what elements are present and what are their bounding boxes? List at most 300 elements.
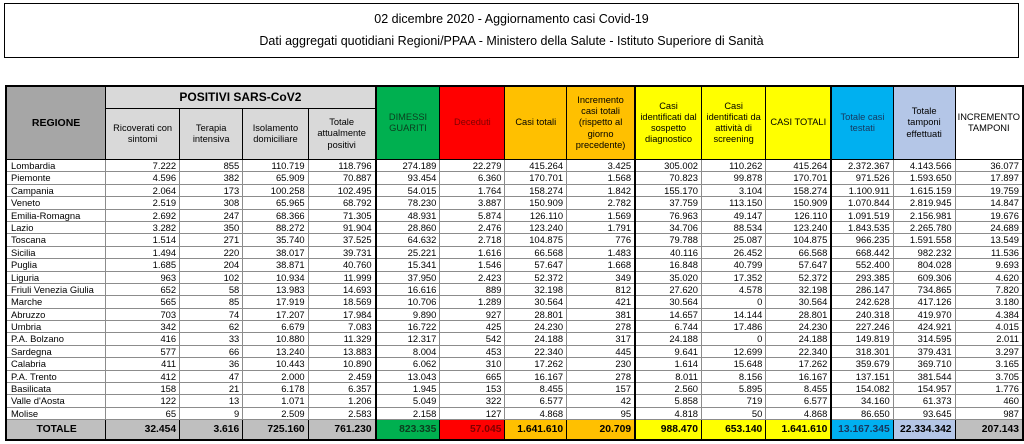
cell-screening: 4.578 <box>702 283 766 295</box>
cell-tamponi: 424.921 <box>893 321 955 333</box>
cell-testati: 149.819 <box>831 333 893 345</box>
cell-tot_positivi: 10.890 <box>308 358 375 370</box>
cell-casi_totali2: 32.198 <box>766 283 832 295</box>
table-row <box>6 209 1023 221</box>
col-header-dimessi: DIMESSI GUARITI <box>376 86 440 160</box>
cell-deceduti: 889 <box>440 283 505 295</box>
cell-screening: 110.262 <box>702 160 766 172</box>
cell-tamponi: 982.232 <box>893 246 955 258</box>
cell-deceduti: 1.616 <box>440 246 505 258</box>
total-cell-casi_totali: 1.641.610 <box>505 420 567 441</box>
cell-incremento: 776 <box>567 234 635 246</box>
cell-ricoverati: 2.064 <box>106 184 180 196</box>
cell-isolamento: 6.178 <box>243 383 308 395</box>
cell-sospetto: 76.963 <box>635 209 701 221</box>
report-title-box <box>4 3 1019 58</box>
cell-casi_totali: 170.701 <box>505 172 567 184</box>
cell-incr_tamponi: 4.015 <box>955 321 1023 333</box>
cell-deceduti: 5.874 <box>440 209 505 221</box>
cell-incremento: 2.782 <box>567 197 635 209</box>
cell-casi_totali2: 4.868 <box>766 407 832 419</box>
cell-isolamento: 17.207 <box>243 308 308 320</box>
cell-dimessi: 13.043 <box>376 370 440 382</box>
region-name: Piemonte <box>6 172 106 184</box>
cell-testati: 34.160 <box>831 395 893 407</box>
cell-deceduti: 1.289 <box>440 296 505 308</box>
col-header-terapia: Terapia intensiva <box>180 109 243 160</box>
table-row <box>6 333 1023 345</box>
cell-dimessi: 64.632 <box>376 234 440 246</box>
cell-sospetto: 155.170 <box>635 184 701 196</box>
cell-sospetto: 6.744 <box>635 321 701 333</box>
region-name: Emilia-Romagna <box>6 209 106 221</box>
cell-tot_positivi: 11.999 <box>308 271 375 283</box>
cell-tot_positivi: 1.206 <box>308 395 375 407</box>
cell-incr_tamponi: 460 <box>955 395 1023 407</box>
cell-ricoverati: 4.596 <box>106 172 180 184</box>
table-row <box>6 358 1023 370</box>
col-header-sospetto: Casi identificati dal sospetto diagnostico <box>635 86 701 160</box>
region-name: Sardegna <box>6 345 106 357</box>
cell-incremento: 1.668 <box>567 259 635 271</box>
cell-testati: 2.372.367 <box>831 160 893 172</box>
region-name: Marche <box>6 296 106 308</box>
table-row <box>6 407 1023 419</box>
cell-incremento: 1.791 <box>567 221 635 233</box>
cell-casi_totali: 8.455 <box>505 383 567 395</box>
cell-isolamento: 88.272 <box>243 221 308 233</box>
cell-ricoverati: 1.685 <box>106 259 180 271</box>
cell-dimessi: 93.454 <box>376 172 440 184</box>
col-header-regione: REGIONE <box>6 86 106 160</box>
cell-casi_totali: 123.240 <box>505 221 567 233</box>
report-subtitle: Dati aggregati quotidiani Regioni/PPAA - Ministero della Salute - Istituto Superiore di Sanità <box>259 34 764 49</box>
cell-incr_tamponi: 3.180 <box>955 296 1023 308</box>
table-row <box>6 296 1023 308</box>
cell-casi_totali2: 104.875 <box>766 234 832 246</box>
region-name: Umbria <box>6 321 106 333</box>
region-name: Lombardia <box>6 160 106 172</box>
cell-tot_positivi: 6.357 <box>308 383 375 395</box>
cell-incr_tamponi: 1.776 <box>955 383 1023 395</box>
cell-sospetto: 5.858 <box>635 395 701 407</box>
cell-isolamento: 2.000 <box>243 370 308 382</box>
cell-casi_totali2: 28.801 <box>766 308 832 320</box>
cell-tamponi: 2.156.981 <box>893 209 955 221</box>
cell-testati: 154.082 <box>831 383 893 395</box>
cell-tamponi: 1.591.558 <box>893 234 955 246</box>
cell-terapia: 21 <box>180 383 243 395</box>
cell-screening: 88.534 <box>702 221 766 233</box>
cell-tamponi: 2.819.945 <box>893 197 955 209</box>
cell-incr_tamponi: 4.620 <box>955 271 1023 283</box>
cell-testati: 286.147 <box>831 283 893 295</box>
cell-testati: 1.100.911 <box>831 184 893 196</box>
cell-deceduti: 322 <box>440 395 505 407</box>
table-row <box>6 172 1023 184</box>
cell-casi_totali2: 52.372 <box>766 271 832 283</box>
cell-sospetto: 35.020 <box>635 271 701 283</box>
cell-incremento: 1.568 <box>567 172 635 184</box>
table-row <box>6 370 1023 382</box>
table-row <box>6 197 1023 209</box>
cell-terapia: 102 <box>180 271 243 283</box>
cell-incr_tamponi: 3.297 <box>955 345 1023 357</box>
total-cell-ricoverati: 32.454 <box>106 420 180 441</box>
col-header-tot_positivi: Totale attualmente positivi <box>308 109 375 160</box>
table-row <box>6 283 1023 295</box>
cell-incremento: 381 <box>567 308 635 320</box>
cell-tamponi: 417.126 <box>893 296 955 308</box>
cell-incr_tamponi: 4.384 <box>955 308 1023 320</box>
cell-screening: 25.087 <box>702 234 766 246</box>
cell-sospetto: 34.706 <box>635 221 701 233</box>
cell-incremento: 157 <box>567 383 635 395</box>
cell-casi_totali2: 17.262 <box>766 358 832 370</box>
cell-incr_tamponi: 7.820 <box>955 283 1023 295</box>
cell-tot_positivi: 18.569 <box>308 296 375 308</box>
cell-screening: 40.799 <box>702 259 766 271</box>
cell-terapia: 220 <box>180 246 243 258</box>
region-name: Molise <box>6 407 106 419</box>
cell-deceduti: 1.764 <box>440 184 505 196</box>
cell-isolamento: 6.679 <box>243 321 308 333</box>
cell-screening: 113.150 <box>702 197 766 209</box>
col-header-ricoverati: Ricoverati con sintomi <box>106 109 180 160</box>
cell-tot_positivi: 71.305 <box>308 209 375 221</box>
cell-ricoverati: 565 <box>106 296 180 308</box>
cell-sospetto: 1.614 <box>635 358 701 370</box>
cell-isolamento: 13.983 <box>243 283 308 295</box>
cell-testati: 242.628 <box>831 296 893 308</box>
cell-ricoverati: 577 <box>106 345 180 357</box>
cell-deceduti: 22.279 <box>440 160 505 172</box>
cell-tot_positivi: 102.495 <box>308 184 375 196</box>
cell-dimessi: 15.341 <box>376 259 440 271</box>
col-header-casi_totali: Casi totali <box>505 86 567 160</box>
cell-incremento: 3.425 <box>567 160 635 172</box>
cell-tamponi: 314.595 <box>893 333 955 345</box>
cell-terapia: 382 <box>180 172 243 184</box>
cell-deceduti: 3.887 <box>440 197 505 209</box>
cell-casi_totali2: 22.340 <box>766 345 832 357</box>
cell-ricoverati: 158 <box>106 383 180 395</box>
cell-testati: 1.070.844 <box>831 197 893 209</box>
cell-terapia: 58 <box>180 283 243 295</box>
cell-tot_positivi: 39.731 <box>308 246 375 258</box>
cell-terapia: 271 <box>180 234 243 246</box>
cell-tamponi: 369.710 <box>893 358 955 370</box>
cell-isolamento: 13.240 <box>243 345 308 357</box>
cell-tamponi: 154.957 <box>893 383 955 395</box>
cell-incr_tamponi: 2.011 <box>955 333 1023 345</box>
cell-deceduti: 6.360 <box>440 172 505 184</box>
cell-incr_tamponi: 11.536 <box>955 246 1023 258</box>
cell-deceduti: 425 <box>440 321 505 333</box>
col-header-tamponi: Totale tamponi effettuati <box>893 86 955 160</box>
cell-isolamento: 38.871 <box>243 259 308 271</box>
cell-terapia: 74 <box>180 308 243 320</box>
cell-terapia: 62 <box>180 321 243 333</box>
cell-casi_totali2: 66.568 <box>766 246 832 258</box>
cell-incremento: 42 <box>567 395 635 407</box>
cell-casi_totali2: 57.647 <box>766 259 832 271</box>
cell-tamponi: 1.615.159 <box>893 184 955 196</box>
cell-terapia: 33 <box>180 333 243 345</box>
cell-incr_tamponi: 17.897 <box>955 172 1023 184</box>
cell-screening: 3.104 <box>702 184 766 196</box>
cell-tamponi: 61.373 <box>893 395 955 407</box>
cell-screening: 15.648 <box>702 358 766 370</box>
cell-isolamento: 10.880 <box>243 333 308 345</box>
cell-incremento: 317 <box>567 333 635 345</box>
cell-screening: 50 <box>702 407 766 419</box>
cell-casi_totali: 30.564 <box>505 296 567 308</box>
cell-screening: 49.147 <box>702 209 766 221</box>
cell-dimessi: 48.931 <box>376 209 440 221</box>
cell-screening: 0 <box>702 333 766 345</box>
cell-ricoverati: 3.282 <box>106 221 180 233</box>
cell-testati: 293.385 <box>831 271 893 283</box>
cell-incr_tamponi: 19.759 <box>955 184 1023 196</box>
cell-terapia: 47 <box>180 370 243 382</box>
cell-terapia: 247 <box>180 209 243 221</box>
cell-isolamento: 10.934 <box>243 271 308 283</box>
table-row <box>6 321 1023 333</box>
table-row <box>6 234 1023 246</box>
cell-sospetto: 16.848 <box>635 259 701 271</box>
cell-testati: 227.246 <box>831 321 893 333</box>
cell-incr_tamponi: 3.705 <box>955 370 1023 382</box>
cell-casi_totali2: 123.240 <box>766 221 832 233</box>
cell-terapia: 66 <box>180 345 243 357</box>
cell-testati: 359.679 <box>831 358 893 370</box>
cell-casi_totali2: 16.167 <box>766 370 832 382</box>
cell-dimessi: 16.722 <box>376 321 440 333</box>
cell-sospetto: 30.564 <box>635 296 701 308</box>
cell-incr_tamponi: 3.165 <box>955 358 1023 370</box>
cell-tamponi: 379.431 <box>893 345 955 357</box>
cell-dimessi: 25.221 <box>376 246 440 258</box>
covid-data-table <box>5 85 1024 441</box>
cell-isolamento: 1.071 <box>243 395 308 407</box>
total-cell-dimessi: 823.335 <box>376 420 440 441</box>
cell-terapia: 36 <box>180 358 243 370</box>
cell-incremento: 1.842 <box>567 184 635 196</box>
cell-casi_totali: 6.577 <box>505 395 567 407</box>
cell-ricoverati: 963 <box>106 271 180 283</box>
cell-tot_positivi: 11.329 <box>308 333 375 345</box>
total-cell-deceduti: 57.045 <box>440 420 505 441</box>
cell-terapia: 855 <box>180 160 243 172</box>
table-row <box>6 160 1023 172</box>
cell-incr_tamponi: 24.689 <box>955 221 1023 233</box>
total-cell-tamponi: 22.334.342 <box>893 420 955 441</box>
cell-dimessi: 54.015 <box>376 184 440 196</box>
cell-casi_totali2: 170.701 <box>766 172 832 184</box>
cell-terapia: 204 <box>180 259 243 271</box>
total-cell-incr_tamponi: 207.143 <box>955 420 1023 441</box>
cell-deceduti: 2.423 <box>440 271 505 283</box>
cell-dimessi: 274.189 <box>376 160 440 172</box>
cell-isolamento: 100.258 <box>243 184 308 196</box>
cell-tot_positivi: 13.883 <box>308 345 375 357</box>
table-row <box>6 221 1023 233</box>
cell-casi_totali: 32.198 <box>505 283 567 295</box>
cell-tot_positivi: 70.887 <box>308 172 375 184</box>
cell-deceduti: 2.476 <box>440 221 505 233</box>
cell-tot_positivi: 17.984 <box>308 308 375 320</box>
cell-testati: 1.091.519 <box>831 209 893 221</box>
region-name: Calabria <box>6 358 106 370</box>
cell-ricoverati: 342 <box>106 321 180 333</box>
table-row <box>6 395 1023 407</box>
cell-testati: 971.526 <box>831 172 893 184</box>
total-cell-sospetto: 988.470 <box>635 420 701 441</box>
cell-ricoverati: 2.519 <box>106 197 180 209</box>
cell-casi_totali: 52.372 <box>505 271 567 283</box>
region-name: Abruzzo <box>6 308 106 320</box>
cell-sospetto: 9.641 <box>635 345 701 357</box>
cell-casi_totali2: 150.909 <box>766 197 832 209</box>
cell-isolamento: 17.919 <box>243 296 308 308</box>
cell-casi_totali2: 126.110 <box>766 209 832 221</box>
cell-dimessi: 6.062 <box>376 358 440 370</box>
cell-casi_totali2: 24.188 <box>766 333 832 345</box>
cell-screening: 8.156 <box>702 370 766 382</box>
cell-isolamento: 110.719 <box>243 160 308 172</box>
cell-incr_tamponi: 36.077 <box>955 160 1023 172</box>
cell-terapia: 13 <box>180 395 243 407</box>
region-name: P.A. Bolzano <box>6 333 106 345</box>
total-cell-testati: 13.167.345 <box>831 420 893 441</box>
table-row <box>6 184 1023 196</box>
cell-dimessi: 78.230 <box>376 197 440 209</box>
cell-casi_totali: 28.801 <box>505 308 567 320</box>
cell-ricoverati: 65 <box>106 407 180 419</box>
cell-tot_positivi: 37.525 <box>308 234 375 246</box>
region-name: Basilicata <box>6 383 106 395</box>
total-cell-terapia: 3.616 <box>180 420 243 441</box>
cell-testati: 137.151 <box>831 370 893 382</box>
cell-dimessi: 28.860 <box>376 221 440 233</box>
cell-casi_totali: 24.188 <box>505 333 567 345</box>
cell-deceduti: 2.718 <box>440 234 505 246</box>
cell-incremento: 95 <box>567 407 635 419</box>
cell-dimessi: 1.945 <box>376 383 440 395</box>
cell-screening: 12.699 <box>702 345 766 357</box>
region-name: Valle d'Aosta <box>6 395 106 407</box>
cell-dimessi: 12.317 <box>376 333 440 345</box>
cell-testati: 552.400 <box>831 259 893 271</box>
cell-casi_totali: 4.868 <box>505 407 567 419</box>
cell-dimessi: 37.950 <box>376 271 440 283</box>
cell-isolamento: 65.965 <box>243 197 308 209</box>
cell-ricoverati: 1.494 <box>106 246 180 258</box>
cell-dimessi: 5.049 <box>376 395 440 407</box>
cell-casi_totali: 158.274 <box>505 184 567 196</box>
cell-incr_tamponi: 9.693 <box>955 259 1023 271</box>
cell-ricoverati: 122 <box>106 395 180 407</box>
cell-tot_positivi: 68.792 <box>308 197 375 209</box>
cell-casi_totali: 57.647 <box>505 259 567 271</box>
cell-incr_tamponi: 14.847 <box>955 197 1023 209</box>
cell-incremento: 421 <box>567 296 635 308</box>
total-cell-incremento: 20.709 <box>567 420 635 441</box>
region-name: Campania <box>6 184 106 196</box>
cell-casi_totali: 24.230 <box>505 321 567 333</box>
cell-screening: 0 <box>702 296 766 308</box>
cell-terapia: 9 <box>180 407 243 419</box>
table-row <box>6 308 1023 320</box>
cell-deceduti: 927 <box>440 308 505 320</box>
cell-isolamento: 35.740 <box>243 234 308 246</box>
cell-deceduti: 310 <box>440 358 505 370</box>
cell-ricoverati: 411 <box>106 358 180 370</box>
cell-sospetto: 70.823 <box>635 172 701 184</box>
cell-dimessi: 16.616 <box>376 283 440 295</box>
cell-casi_totali: 126.110 <box>505 209 567 221</box>
cell-sospetto: 37.759 <box>635 197 701 209</box>
cell-ricoverati: 416 <box>106 333 180 345</box>
cell-incremento: 230 <box>567 358 635 370</box>
cell-testati: 86.650 <box>831 407 893 419</box>
cell-incremento: 278 <box>567 370 635 382</box>
cell-tamponi: 4.143.566 <box>893 160 955 172</box>
cell-tamponi: 381.544 <box>893 370 955 382</box>
col-header-incremento: Incremento casi totali (rispetto al giorno precedente) <box>567 86 635 160</box>
cell-isolamento: 68.366 <box>243 209 308 221</box>
cell-tamponi: 804.028 <box>893 259 955 271</box>
cell-sospetto: 2.560 <box>635 383 701 395</box>
report-title: 02 dicembre 2020 - Aggiornamento casi Covid-19 <box>374 12 649 27</box>
cell-screening: 99.878 <box>702 172 766 184</box>
cell-testati: 966.235 <box>831 234 893 246</box>
cell-tot_positivi: 91.904 <box>308 221 375 233</box>
cell-sospetto: 305.002 <box>635 160 701 172</box>
cell-incremento: 1.483 <box>567 246 635 258</box>
cell-sospetto: 24.188 <box>635 333 701 345</box>
cell-ricoverati: 2.692 <box>106 209 180 221</box>
total-cell-isolamento: 725.160 <box>243 420 308 441</box>
region-name: P.A. Trento <box>6 370 106 382</box>
cell-sospetto: 79.788 <box>635 234 701 246</box>
col-header-screening: Casi identificati da attività di screening <box>702 86 766 160</box>
cell-screening: 14.144 <box>702 308 766 320</box>
cell-tot_positivi: 40.760 <box>308 259 375 271</box>
cell-incr_tamponi: 13.549 <box>955 234 1023 246</box>
table-row <box>6 246 1023 258</box>
cell-tot_positivi: 2.583 <box>308 407 375 419</box>
cell-ricoverati: 652 <box>106 283 180 295</box>
table-row <box>6 259 1023 271</box>
region-name: Liguria <box>6 271 106 283</box>
cell-isolamento: 65.909 <box>243 172 308 184</box>
cell-dimessi: 10.706 <box>376 296 440 308</box>
cell-tamponi: 1.593.650 <box>893 172 955 184</box>
cell-tot_positivi: 14.693 <box>308 283 375 295</box>
col-group-header-positivi: POSITIVI SARS-CoV2 <box>106 86 376 109</box>
cell-isolamento: 38.017 <box>243 246 308 258</box>
col-header-incr_tamponi: INCREMENTO TAMPONI <box>955 86 1023 160</box>
cell-ricoverati: 7.222 <box>106 160 180 172</box>
cell-screening: 5.895 <box>702 383 766 395</box>
total-cell-casi_totali2: 1.641.610 <box>766 420 832 441</box>
region-name: Veneto <box>6 197 106 209</box>
region-name: Toscana <box>6 234 106 246</box>
total-row <box>6 420 1023 441</box>
cell-incremento: 812 <box>567 283 635 295</box>
